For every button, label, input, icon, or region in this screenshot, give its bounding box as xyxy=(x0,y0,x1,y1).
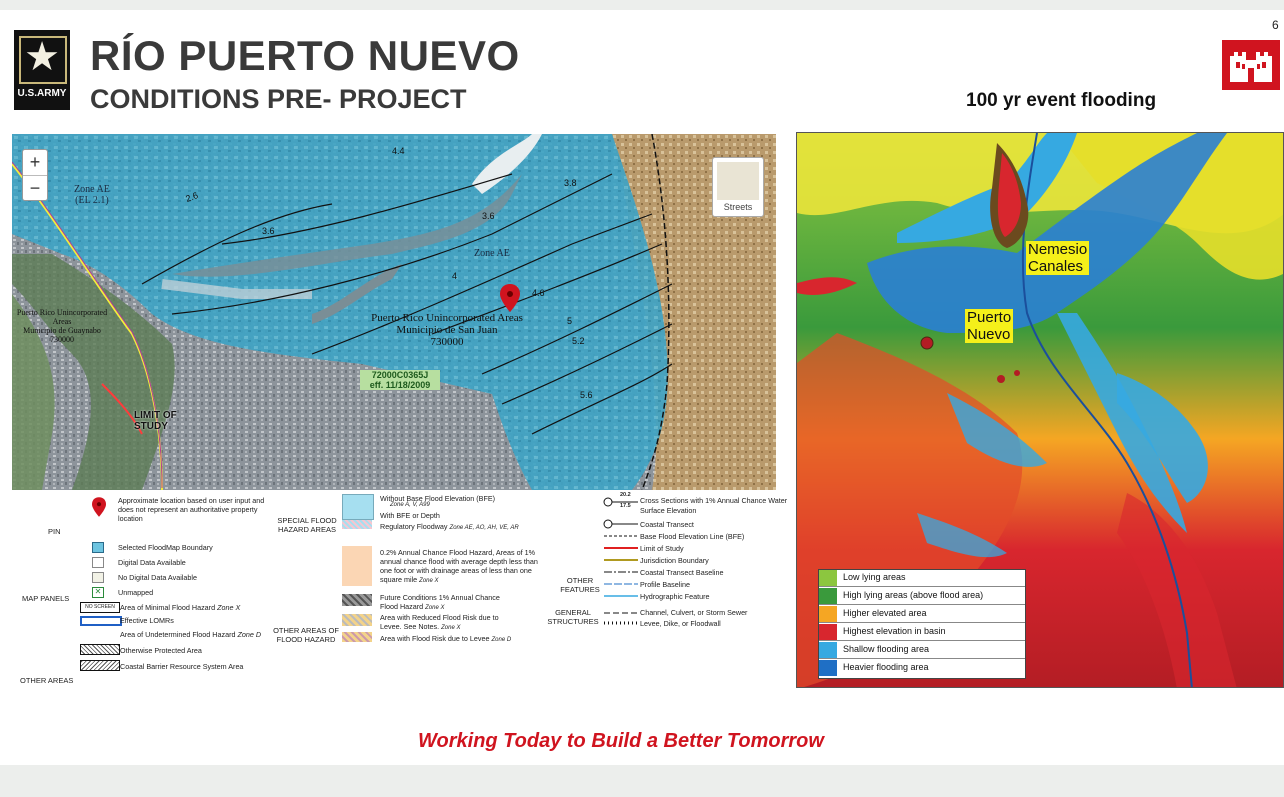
basemap-label: Streets xyxy=(723,202,753,212)
usace-castle-logo xyxy=(1222,40,1280,90)
legend-row-label: Shallow flooding area xyxy=(843,644,930,654)
contour-label: 5.2 xyxy=(572,336,585,346)
legend-color-swatch xyxy=(819,624,837,640)
castle-icon xyxy=(1228,48,1274,82)
contour-label: 4.4 xyxy=(392,146,405,156)
minimal-hazard-text: Area of Minimal Flood Hazard xyxy=(120,603,216,612)
legend-swatch-annual-02 xyxy=(342,546,372,586)
legend-swatch-floodway xyxy=(342,520,372,529)
legend-structure: Levee, Dike, or Floodwall xyxy=(640,619,721,628)
undetermined-zone: Zone D xyxy=(237,630,262,639)
legend-with-bfe: With BFE or Depth xyxy=(380,511,440,520)
reduced-text: Area with Reduced Flood Risk due to Levee. See Notes. xyxy=(380,613,499,631)
legend-feature: Profile Baseline xyxy=(640,580,690,589)
legend-pin-text: Approximate location based on user input and does not represent an authoritative property location xyxy=(118,496,265,523)
legend-feature: Base Flood Elevation Line (BFE) xyxy=(640,532,745,541)
footer-tagline: Working Today to Build a Better Tomorrow xyxy=(418,730,824,752)
basemap-thumbnail xyxy=(717,162,759,200)
legend-map-panel: Selected FloodMap Boundary xyxy=(118,543,213,552)
guaynabo-area-label: Puerto Rico Unincorporated Areas Municipio de Guaynabo 730000 xyxy=(16,308,108,344)
legend-minimal-hazard xyxy=(120,603,240,612)
legend-color-swatch xyxy=(819,588,837,604)
page-subtitle: CONDITIONS PRE- PROJECT xyxy=(90,84,467,114)
pin-icon xyxy=(92,496,106,518)
contour-label: 4.6 xyxy=(532,288,545,298)
legend-row-label: Low lying areas xyxy=(843,572,906,582)
legend-section-special-flood: SPECIAL FLOOD HAZARD AREAS xyxy=(277,516,337,534)
page-title: RÍO PUERTO NUEVO xyxy=(90,32,520,79)
annual-02-zone: Zone X xyxy=(419,578,439,584)
legend-section-pin: PIN xyxy=(48,527,61,536)
legend-swatch-levee-risk xyxy=(342,632,372,642)
legend-section-other-flood: OTHER AREAS OF FLOOD HAZARD xyxy=(273,626,339,644)
contour-label: 3.6 xyxy=(262,226,275,236)
flooding-legend-row xyxy=(819,606,1025,623)
legend-swatch-unmapped: ✕ xyxy=(92,587,104,598)
legend-feature: Hydrographic Feature xyxy=(640,592,710,601)
legend-undetermined xyxy=(120,630,261,639)
legend-annual-02 xyxy=(380,548,540,586)
legend-swatch-coastal-barrier xyxy=(80,660,120,671)
san-juan-area-label: Puerto Rico Unincorporated Areas Municipio de San Juan 730000 xyxy=(371,312,523,348)
zoom-out-button[interactable]: − xyxy=(29,178,41,198)
floodway-zone: Zone AE, AO, AH, VE, AR xyxy=(449,525,519,531)
legend-swatch-protected xyxy=(80,644,120,655)
legend-section-other-features: OTHER FEATURES xyxy=(560,576,600,594)
legend-structure-symbols xyxy=(602,608,642,628)
legend-swatch-reduced xyxy=(342,614,372,626)
legend-feature: Limit of Study xyxy=(640,544,684,553)
place-label-nemesio-canales: Nemesio Canales xyxy=(1028,241,1088,275)
legend-feature: Coastal Transect Baseline xyxy=(640,568,724,577)
page-number: 6 xyxy=(1272,18,1279,32)
legend-levee-risk xyxy=(380,634,511,643)
legend-swatch-no-digital xyxy=(92,572,104,583)
legend-row-label: Highest elevation in basin xyxy=(843,626,946,636)
legend-coastal-barrier: Coastal Barrier Resource System Area xyxy=(120,662,244,671)
contour-label: 2.6 xyxy=(184,190,200,204)
legend-color-swatch xyxy=(819,606,837,622)
legend-color-swatch xyxy=(819,642,837,658)
contour-label: 3.8 xyxy=(564,178,577,188)
flooding-legend-row xyxy=(819,570,1025,587)
levee-risk-zone: Zone D xyxy=(491,637,512,643)
legend-future xyxy=(380,593,500,613)
limit-of-study-label: LIMIT OF STUDY xyxy=(134,410,177,432)
legend-swatch-future xyxy=(342,594,372,606)
cross-section-value: 17.5 xyxy=(620,503,631,509)
contour-label: 4 xyxy=(452,271,458,281)
flooding-legend xyxy=(818,569,1026,679)
minimal-zone: Zone X xyxy=(217,603,241,612)
legend-map-panel: Unmapped xyxy=(118,588,154,597)
us-army-logo xyxy=(14,30,70,110)
star-icon: ★ xyxy=(24,34,60,80)
contour-label: 5.6 xyxy=(580,390,593,400)
fema-legend xyxy=(12,490,792,690)
basemap-toggle[interactable] xyxy=(712,157,764,217)
legend-feature: Coastal Transect xyxy=(640,520,694,529)
legend-feature: Cross Sections with 1% Annual Chance Water Surface Elevation xyxy=(640,496,788,515)
undetermined-text: Area of Undetermined Flood Hazard xyxy=(120,630,236,639)
legend-swatch-digital xyxy=(92,557,104,568)
levee-risk-text: Area with Flood Risk due to Levee xyxy=(380,634,490,643)
legend-section-map-panels: MAP PANELS xyxy=(22,594,70,603)
legend-feature: Jurisdiction Boundary xyxy=(640,556,709,565)
contour-label: 3.6 xyxy=(482,211,495,221)
legend-row-label: Heavier flooding area xyxy=(843,662,929,672)
legend-section-general-structures: GENERAL STRUCTURES xyxy=(547,608,599,626)
army-logo-text: U.S.ARMY xyxy=(17,88,67,99)
map-pin-icon[interactable] xyxy=(500,284,520,312)
legend-without-bfe-zone: Zone A, V, A99 xyxy=(390,502,430,508)
legend-map-panel: No Digital Data Available xyxy=(118,573,197,582)
zoom-in-button[interactable]: + xyxy=(23,150,47,176)
legend-no-screen-swatch: NO SCREEN xyxy=(80,602,120,613)
legend-without-bfe: Without Base Flood Elevation (BFE) xyxy=(380,494,496,503)
zoom-control xyxy=(22,149,48,201)
flood-map-title: 100 yr event flooding xyxy=(966,90,1157,111)
future-zone: Zone X xyxy=(425,605,445,611)
legend-swatch-without-bfe xyxy=(342,494,374,520)
cross-section-value: 20.2 xyxy=(620,492,631,498)
legend-feature-symbols xyxy=(602,494,642,604)
legend-structure: Channel, Culvert, or Storm Sewer xyxy=(640,608,748,617)
legend-protected: Otherwise Protected Area xyxy=(120,646,202,655)
legend-reduced xyxy=(380,613,520,633)
fema-flood-map[interactable] xyxy=(12,134,776,490)
flooding-legend-row xyxy=(819,588,1025,605)
legend-floodway xyxy=(380,522,519,531)
panel-number-label: 72000C0365J eff. 11/18/2009 xyxy=(360,370,440,390)
legend-color-swatch xyxy=(819,660,837,676)
legend-row-label: High lying areas (above flood area) xyxy=(843,590,984,600)
legend-swatch-selected-boundary xyxy=(92,542,104,553)
floodway-text: Regulatory Floodway xyxy=(380,522,448,531)
contour-label: 5 xyxy=(567,316,573,326)
legend-color-swatch xyxy=(819,570,837,586)
zone-ae-el-label: Zone AE (EL 2.1) xyxy=(74,184,110,206)
legend-swatch-lomrs xyxy=(80,616,122,626)
reduced-zone: Zone X xyxy=(441,625,461,631)
zone-ae-label: Zone AE xyxy=(474,248,510,259)
future-text: Future Conditions 1% Annual Chance Flood Hazard xyxy=(380,593,500,611)
flooding-legend-row xyxy=(819,642,1025,659)
legend-lomrs: Effective LOMRs xyxy=(120,616,174,625)
flooding-legend-row xyxy=(819,624,1025,641)
legend-section-other-areas: OTHER AREAS xyxy=(20,676,74,685)
legend-map-panel: Digital Data Available xyxy=(118,558,186,567)
legend-row-label: Higher elevated area xyxy=(843,608,927,618)
annual-02-text: 0.2% Annual Chance Flood Hazard, Areas of 1% annual chance flood with average depth less than one foot or with drainage areas of less than one square mile xyxy=(380,548,538,584)
place-label-puerto-nuevo: Puerto Nuevo xyxy=(967,309,1012,343)
flooding-legend-row xyxy=(819,660,1025,677)
